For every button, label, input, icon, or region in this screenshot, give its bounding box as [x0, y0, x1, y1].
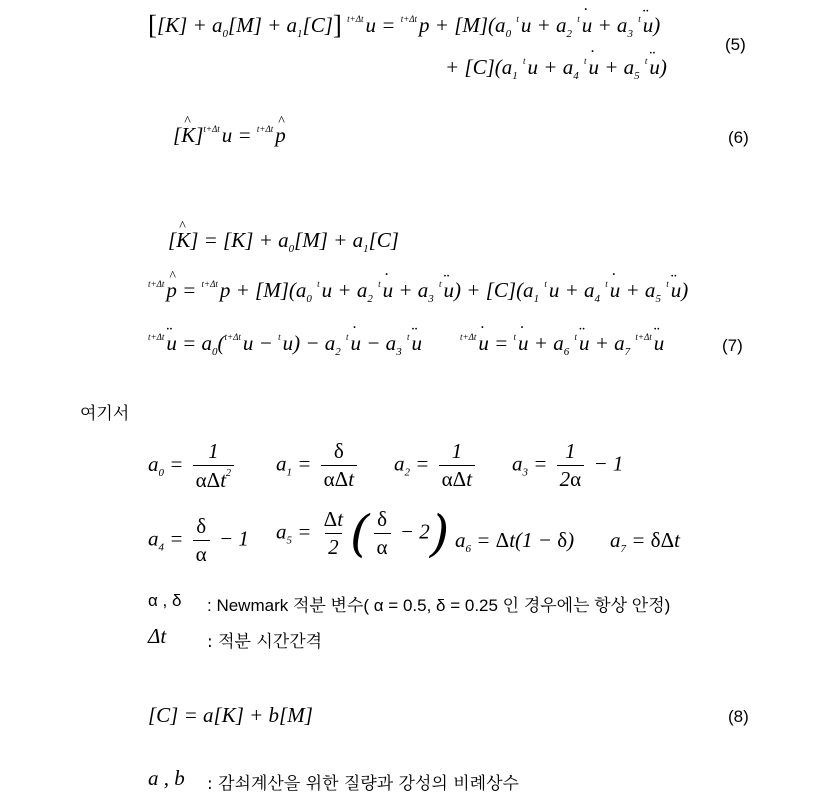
- ab-symbols: a , b: [148, 766, 185, 790]
- equation-7-khat: [K ^] = $[K] + a_0[M] + a_1[C]$: [168, 230, 399, 255]
- equation-number-8: (8): [728, 707, 749, 726]
- newmark-symbols: α , δ: [148, 591, 182, 610]
- equation-number-5: (5): [725, 35, 746, 54]
- equation-6: [K ^]$^{t+\Delta t}$u = $^{t+\Delta t}$p ^: [173, 125, 286, 146]
- dt-description: : 적분 시간간격: [207, 632, 323, 652]
- coeff-a2: $a_2$ = $\frac{1}{\text{αΔt}}$: [394, 440, 479, 491]
- coeff-a1: $a_1$ = $\frac{\delta}{\text{αΔt}}$: [276, 440, 361, 491]
- coeff-a7: $a_7 = \delta\Delta t$: [610, 528, 680, 555]
- newmark-description: : Newmark 적분 변수( α = 0.5, δ = 0.25 인 경우에는 항상 안정): [207, 596, 671, 615]
- equation-8: [C] = a[K] + b[M]: [148, 703, 313, 727]
- coeff-a6: $a_6 = \Delta t(1 - \delta)$: [455, 528, 575, 555]
- coeff-a0: $a_0$ = $\frac{1}{\alpha\Delta t^2}$: [148, 440, 238, 492]
- coeff-a3: $a_3$ = $\frac{1}{2\alpha}$ − 1: [512, 439, 624, 492]
- equation-7-acceleration: $^{t+\Delta t}$u ¨ = $a_0(^{t+\Delta t}u - ^tu) - a_2$ $^t$u ˙ − $a_3$ $^t$u ¨: [148, 333, 422, 358]
- equation-5-line-1: $[[K] + a_0[M] + a_1[C]]$ $^{t+\Delta t}u = ^{t+\Delta t}p + [M](a_0$ $^tu + a_2$ $^t$u ˙ + $a_3$ $^t$u ¨): [148, 12, 660, 40]
- coeff-a5: $a_5$ = $\frac{\Delta t}{2}$ ( $\frac{\delta}{\alpha}$ − 2): [276, 504, 450, 563]
- dt-symbol: Δt: [148, 624, 167, 648]
- coeff-a4: $a_4$ = $\frac{\delta}{\alpha}$ − 1: [148, 514, 249, 567]
- equation-7-velocity: $^{t+\Delta t}$u ˙ = $^t$u ˙ + $a_6$ $^t$u ¨ + $a_7$ $^{t+\Delta t}$u ¨: [460, 333, 664, 358]
- equation-number-6: (6): [728, 128, 749, 147]
- ab-description: : 감쇠계산을 위한 질량과 강성의 비례상수: [207, 774, 519, 794]
- equation-7-phat: $^{t+\Delta t}$p ^ = $^{t+\Delta t}p + [M](a_0$ $^tu + a_2$ $^t$u ˙ + $a_3$ $^t$u ¨) + $[C](a_1$ $^tu + a_4$ $^t$u ˙ + $a_5$ $^t$u ¨): [148, 280, 688, 305]
- equation-number-7: (7): [722, 336, 743, 355]
- where-label: 여기서: [80, 404, 130, 424]
- equation-5-line-2: + $[C](a_1$ $^tu + a_4$ $^t$u ˙ + $a_5$ $^t$u ¨): [445, 57, 667, 82]
